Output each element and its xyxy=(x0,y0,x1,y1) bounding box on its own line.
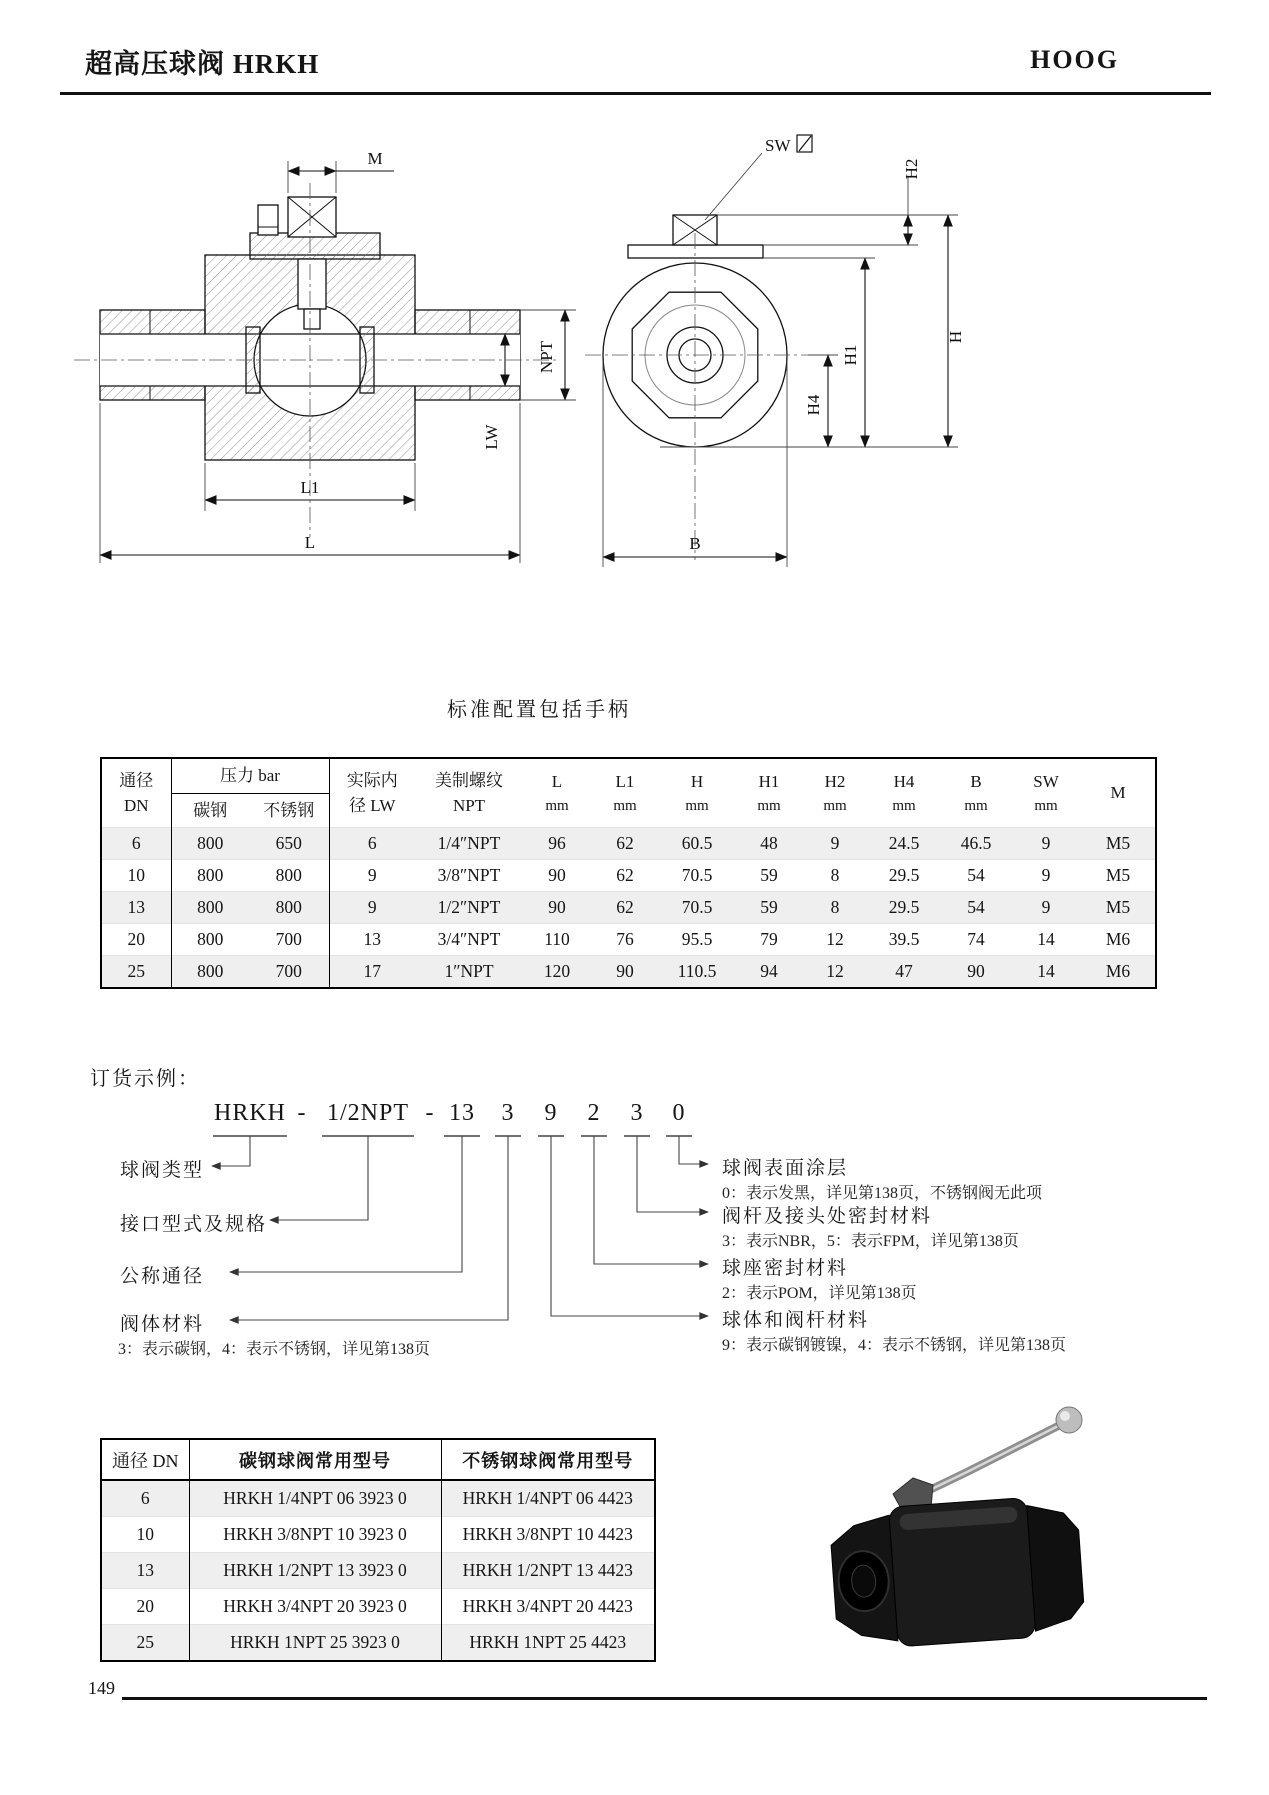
spec-cell: 650 xyxy=(249,828,329,860)
dim-label-sw: SW xyxy=(765,136,791,155)
col-header-H4: H4 mm xyxy=(892,772,916,814)
drawing-caption: 标准配置包括手柄 xyxy=(447,699,631,721)
model-cell: 25 xyxy=(101,1625,189,1662)
spec-cell: 48 xyxy=(735,828,803,860)
spec-cell: 6 xyxy=(329,828,415,860)
model-table xyxy=(100,1438,656,1662)
col-header-stainless: 不锈钢 xyxy=(249,793,329,828)
spec-cell: 14 xyxy=(1011,924,1081,956)
spec-cell: 8 xyxy=(803,860,867,892)
spec-cell: 3/8″NPT xyxy=(415,860,523,892)
spec-cell: 800 xyxy=(249,860,329,892)
model-row xyxy=(101,1589,655,1625)
dim-label-h4: H4 xyxy=(804,394,823,416)
model-cell: 20 xyxy=(101,1589,189,1625)
code-segment-seal-material: 3 xyxy=(630,1100,644,1126)
spec-cell: 12 xyxy=(803,924,867,956)
spec-cell: 90 xyxy=(941,956,1011,989)
spec-cell: 3/4″NPT xyxy=(415,924,523,956)
code-segment-port: 1/2NPT xyxy=(326,1100,409,1126)
model-table-header xyxy=(101,1439,655,1480)
ordering-label-body-material: 阀体材料 xyxy=(120,1314,205,1335)
col-header-lw: 实际内 径 LW xyxy=(346,770,398,815)
ordering-label-valve-type: 球阀类型 xyxy=(120,1160,205,1181)
col-header-M: M xyxy=(1110,783,1126,803)
spec-cell: 76 xyxy=(591,924,659,956)
spec-cell: 8 xyxy=(803,892,867,924)
ordering-label-nominal-dn: 公称通径 xyxy=(120,1266,205,1287)
col-header-L1: L1 mm xyxy=(613,772,637,814)
ordering-note-stem-seal: 3：表示NBR，5：表示FPM，详见第138页 xyxy=(722,1233,1019,1250)
valve-body-photo xyxy=(829,1494,1086,1648)
spec-cell: 59 xyxy=(735,860,803,892)
spec-row xyxy=(101,924,1156,956)
ordering-note-body-material: 3：表示碳钢，4：表示不锈钢，详见第138页 xyxy=(118,1341,431,1358)
spec-cell: 9 xyxy=(803,828,867,860)
spec-cell: 54 xyxy=(941,892,1011,924)
ordering-note-coating: 0：表示发黑，详见第138页，不锈钢阀无此项 xyxy=(722,1185,1043,1202)
spec-row xyxy=(101,860,1156,892)
spec-row xyxy=(101,892,1156,924)
dim-label-h: H xyxy=(946,330,965,344)
spec-cell: 62 xyxy=(591,892,659,924)
spec-cell: 13 xyxy=(329,924,415,956)
spec-cell: 39.5 xyxy=(867,924,941,956)
spec-cell: 110.5 xyxy=(659,956,735,989)
model-row xyxy=(101,1517,655,1553)
code-separator: - xyxy=(297,1100,307,1126)
ordering-label-port-type: 接口型式及规格 xyxy=(120,1214,268,1235)
dim-label-npt: NPT xyxy=(537,340,556,374)
spec-cell: 70.5 xyxy=(659,892,735,924)
spec-table-header xyxy=(101,758,1156,828)
spec-cell: 47 xyxy=(867,956,941,989)
spec-cell: 25 xyxy=(101,956,171,989)
col-header-carbon-steel: 碳钢 xyxy=(193,800,228,820)
model-cell: HRKH 3/4NPT 20 3923 0 xyxy=(189,1589,441,1625)
code-segment-type: HRKH xyxy=(213,1100,286,1126)
model-cell: 13 xyxy=(101,1553,189,1589)
spec-cell: 12 xyxy=(803,956,867,989)
spec-cell: M6 xyxy=(1081,924,1156,956)
spec-table xyxy=(100,757,1157,989)
spec-cell: 800 xyxy=(171,892,249,924)
ordering-section xyxy=(0,1060,1269,1432)
model-cell: 10 xyxy=(101,1517,189,1553)
spec-cell: 9 xyxy=(1011,892,1081,924)
spec-cell: 800 xyxy=(171,860,249,892)
dim-label-b: B xyxy=(689,534,701,553)
spec-cell: 59 xyxy=(735,892,803,924)
footer-rule xyxy=(122,1697,1207,1700)
spec-cell: 800 xyxy=(171,956,249,989)
dim-label-l: L xyxy=(304,533,316,552)
spec-cell: M5 xyxy=(1081,828,1156,860)
ordering-note-ball-stem-material: 9：表示碳钢镀镍，4：表示不锈钢，详见第138页 xyxy=(722,1337,1067,1354)
spec-cell: 1″NPT xyxy=(415,956,523,989)
model-row xyxy=(101,1625,655,1662)
spec-cell: 90 xyxy=(523,860,591,892)
code-segment-ball-material: 9 xyxy=(544,1100,558,1126)
page-number: 149 xyxy=(88,1678,115,1698)
spec-row xyxy=(101,956,1156,989)
spec-cell: 62 xyxy=(591,828,659,860)
model-cell: HRKH 1/2NPT 13 4423 xyxy=(441,1553,655,1589)
spec-cell: 95.5 xyxy=(659,924,735,956)
model-cell: HRKH 1/4NPT 06 4423 xyxy=(441,1480,655,1517)
spec-cell: M5 xyxy=(1081,892,1156,924)
dim-label-m: M xyxy=(367,149,383,168)
header-rule xyxy=(60,92,1211,95)
model-cell: HRKH 1NPT 25 4423 xyxy=(441,1625,655,1662)
model-cell: HRKH 1/2NPT 13 3923 0 xyxy=(189,1553,441,1589)
model-cell: HRKH 3/4NPT 20 4423 xyxy=(441,1589,655,1625)
dim-label-l1: L1 xyxy=(300,478,320,497)
model-col-dn: 通径 DN xyxy=(101,1439,189,1480)
spec-cell: 10 xyxy=(101,860,171,892)
ordering-section-label: 订货示例： xyxy=(90,1068,200,1090)
spec-cell: 1/4″NPT xyxy=(415,828,523,860)
spec-cell: 700 xyxy=(249,924,329,956)
spec-cell: 14 xyxy=(1011,956,1081,989)
col-header-npt: 美制螺纹 NPT xyxy=(435,770,503,815)
spec-cell: 54 xyxy=(941,860,1011,892)
code-segment-body-material: 3 xyxy=(501,1100,515,1126)
spec-cell: 94 xyxy=(735,956,803,989)
spec-cell: 70.5 xyxy=(659,860,735,892)
spec-cell: 29.5 xyxy=(867,860,941,892)
page-title: 超高压球阀 HRKH xyxy=(85,49,320,79)
col-header-H2: H2 mm xyxy=(823,772,847,814)
spec-cell: M5 xyxy=(1081,860,1156,892)
spec-cell: 90 xyxy=(523,892,591,924)
spec-cell: 29.5 xyxy=(867,892,941,924)
spec-cell: 79 xyxy=(735,924,803,956)
model-row xyxy=(101,1480,655,1517)
ordering-note-seat-seal: 2：表示POM，详见第138页 xyxy=(722,1285,917,1302)
ordering-label-seat-seal: 球座密封材料 xyxy=(722,1258,849,1279)
spec-cell: 6 xyxy=(101,828,171,860)
spec-row xyxy=(101,828,1156,860)
spec-cell: 800 xyxy=(249,892,329,924)
col-header-L: L mm xyxy=(545,772,569,814)
model-cell: HRKH 3/8NPT 10 4423 xyxy=(441,1517,655,1553)
model-cell: HRKH 1NPT 25 3923 0 xyxy=(189,1625,441,1662)
dim-label-h1: H1 xyxy=(841,344,860,366)
col-header-dn: 通径 DN xyxy=(101,758,171,828)
product-photo xyxy=(815,1398,1125,1648)
model-cell: HRKH 3/8NPT 10 3923 0 xyxy=(189,1517,441,1553)
spec-cell: 62 xyxy=(591,860,659,892)
model-col-carbon: 碳钢球阀常用型号 xyxy=(189,1439,441,1480)
spec-cell: 74 xyxy=(941,924,1011,956)
col-header-H: H mm xyxy=(685,772,709,814)
spec-cell: 90 xyxy=(591,956,659,989)
spec-cell: 120 xyxy=(523,956,591,989)
front-view-drawing xyxy=(74,149,576,563)
brand-logo: HOOG xyxy=(1030,45,1119,74)
spec-cell: 17 xyxy=(329,956,415,989)
col-header-pressure: 压力 bar xyxy=(171,758,329,793)
spec-cell: 24.5 xyxy=(867,828,941,860)
spec-cell: 46.5 xyxy=(941,828,1011,860)
col-header-B: B mm xyxy=(964,772,988,814)
code-segment-coating: 0 xyxy=(672,1100,686,1126)
model-row xyxy=(101,1553,655,1589)
spec-cell: 110 xyxy=(523,924,591,956)
model-col-stainless: 不锈钢球阀常用型号 xyxy=(441,1439,655,1480)
spec-cell: M6 xyxy=(1081,956,1156,989)
spec-cell: 800 xyxy=(171,828,249,860)
model-cell: HRKH 1/4NPT 06 3923 0 xyxy=(189,1480,441,1517)
code-segment-dn: 13 xyxy=(449,1100,475,1126)
valve-handle-photo xyxy=(913,1407,1082,1498)
ordering-label-stem-seal: 阀杆及接头处密封材料 xyxy=(722,1206,933,1227)
spec-cell: 9 xyxy=(329,892,415,924)
model-cell: 6 xyxy=(101,1480,189,1517)
spec-cell: 800 xyxy=(171,924,249,956)
spec-cell: 96 xyxy=(523,828,591,860)
spec-cell: 9 xyxy=(1011,828,1081,860)
ordering-label-ball-stem-material: 球体和阀杆材料 xyxy=(722,1310,870,1331)
code-segment-seat-material: 2 xyxy=(587,1100,601,1126)
col-header-SW: SW mm xyxy=(1033,772,1059,814)
side-view-drawing xyxy=(585,135,965,567)
spec-cell: 1/2″NPT xyxy=(415,892,523,924)
spec-cell: 9 xyxy=(1011,860,1081,892)
technical-drawing xyxy=(60,105,1210,610)
spec-cell: 13 xyxy=(101,892,171,924)
dim-label-h2: H2 xyxy=(902,158,921,180)
col-header-H1: H1 mm xyxy=(757,772,781,814)
code-separator: - xyxy=(425,1100,435,1126)
ordering-label-coating: 球阀表面涂层 xyxy=(722,1158,849,1179)
spec-cell: 60.5 xyxy=(659,828,735,860)
dim-label-lw: LW xyxy=(482,424,501,450)
spec-cell: 700 xyxy=(249,956,329,989)
spec-cell: 9 xyxy=(329,860,415,892)
spec-cell: 20 xyxy=(101,924,171,956)
